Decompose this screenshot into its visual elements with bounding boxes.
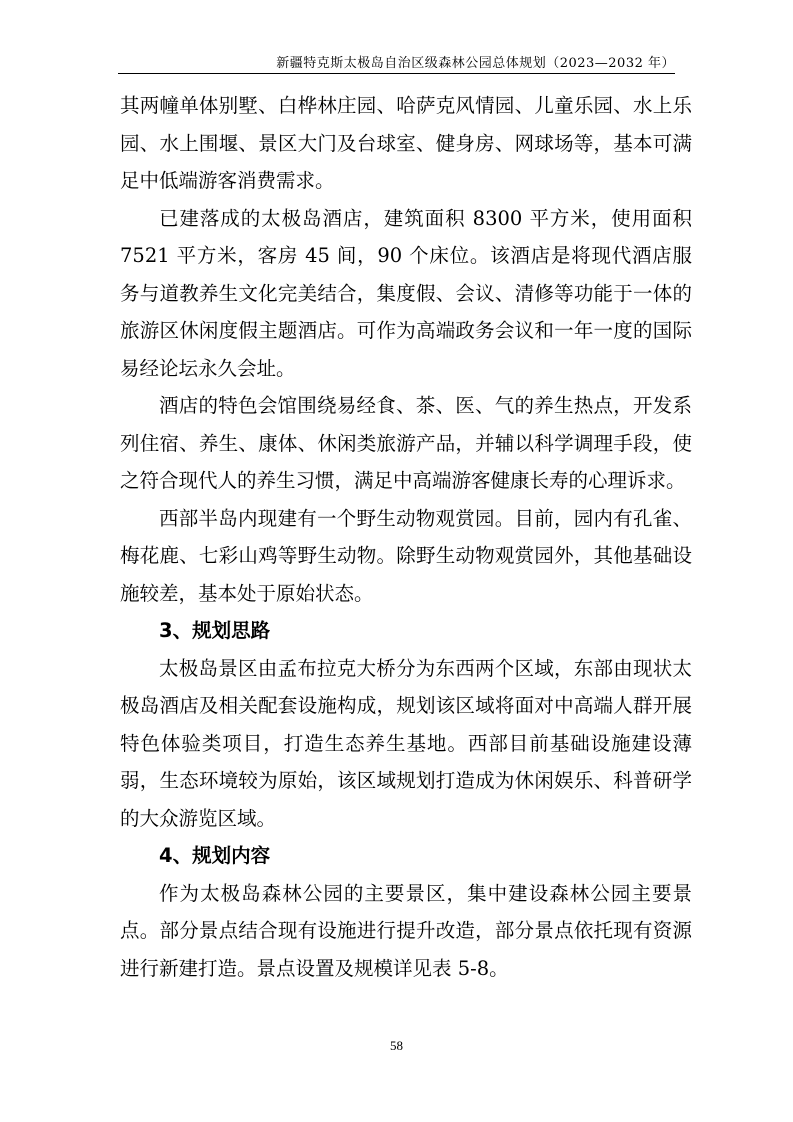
paragraph-hotel: 已建落成的太极岛酒店，建筑面积 8300 平方米，使用面积 7521 平方米，客房 45 间，90 个床位。该酒店是将现代酒店服务与道教养生文化完美结合，集度假、会议、清修等功能于一体的旅游区休闲度假主题酒店。可作为高端政务会议和一年一度的国际易经论坛永久会址。 bbox=[120, 206, 692, 380]
paragraph-planning-approach: 太极岛景区由孟布拉克大桥分为东西两个区域，东部由现状太极岛酒店及相关配套设施构成，规划该区域将面对中高端人群开展特色体验类项目，打造生态养生基地。西部目前基础设施建设薄弱，生态环境较为原始，该区域规划打造成为休闲娱乐、科普研学的大众游览区域。 bbox=[120, 656, 692, 830]
paragraph-planning-content: 作为太极岛森林公园的主要景区，集中建设森林公园主要景点。部分景点结合现有设施进行提升改造，部分景点依托现有资源进行新建打造。景点设置及规模详见表 5-8。 bbox=[120, 881, 692, 980]
paragraph-club: 酒店的特色会馆围绕易经食、茶、医、气的养生热点，开发系列住宿、养生、康体、休闲类旅游产品，并辅以科学调理手段，使之符合现代人的养生习惯，满足中高端游客健康长寿的心理诉求。 bbox=[120, 394, 692, 492]
paragraph-continued: 其两幢单体别墅、白桦林庄园、哈萨克风情园、儿童乐园、水上乐园、水上围堰、景区大门及台球室、健身房、网球场等，基本可满足中低端游客消费需求。 bbox=[120, 94, 692, 192]
running-header: 新疆特克斯太极岛自治区级森林公园总体规划（2023—2032 年） bbox=[276, 56, 675, 71]
header-rule bbox=[118, 73, 675, 74]
paragraph-wildlife-park: 西部半岛内现建有一个野生动物观赏园。目前，园内有孔雀、梅花鹿、七彩山鸡等野生动物。除野生动物观赏园外，其他基础设施较差，基本处于原始状态。 bbox=[120, 506, 692, 605]
body-text bbox=[120, 87, 692, 987]
page-number: 58 bbox=[390, 1038, 403, 1053]
section-heading-planning-approach: 3、规划思路 bbox=[159, 619, 271, 642]
section-heading-planning-content: 4、规划内容 bbox=[159, 844, 271, 867]
